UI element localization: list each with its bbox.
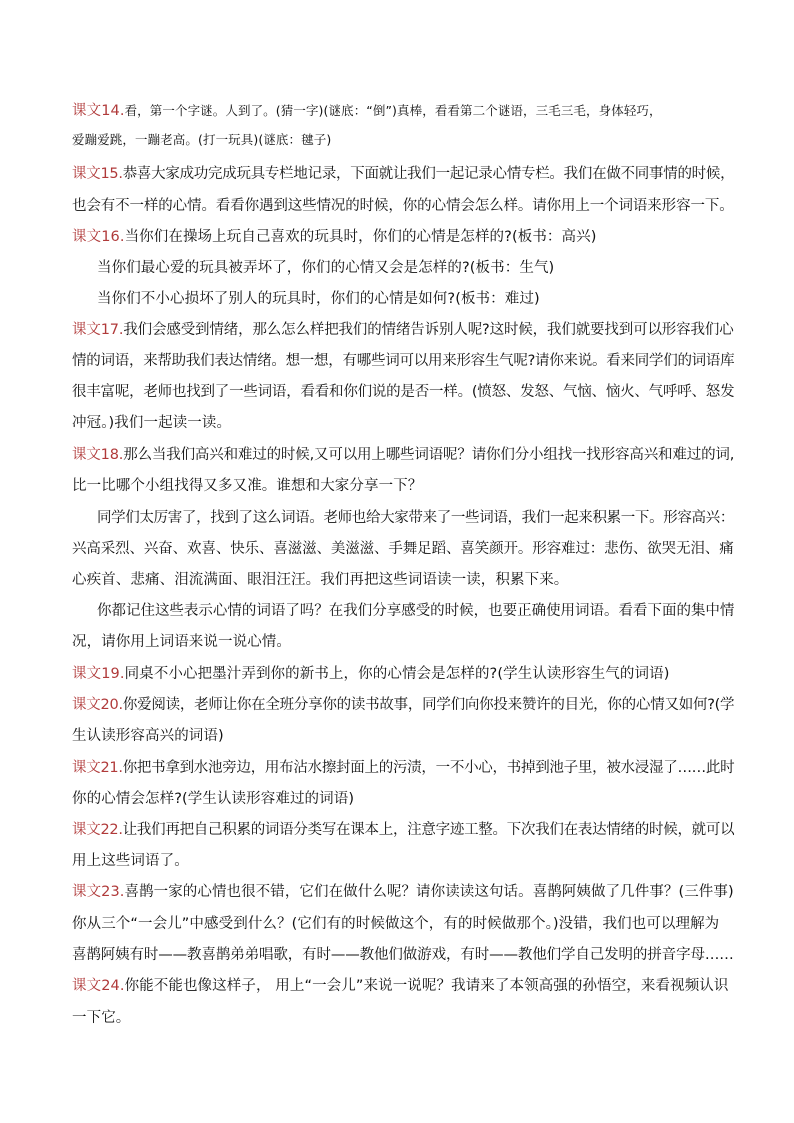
- line: 课文15.恭喜大家成功完成玩具专栏地记录，下面就让我们一起记录心情专栏。我们在做不同事情的时候，: [72, 166, 735, 182]
- line: 生认读形容高兴的词语): [72, 728, 224, 744]
- paragraph-label: 课文17.: [72, 322, 124, 338]
- paragraph-label: 课文23.: [72, 884, 125, 900]
- paragraph-label: 课文21.: [72, 760, 123, 776]
- paragraph-label: 课文18.: [72, 447, 124, 463]
- line: 你从三个“一会儿”中感受到什么？(它们有的时候做这个，有的时候做那个。)没错，我们也可以理解为: [72, 916, 720, 932]
- paragraph-label: 课文22.: [72, 822, 123, 838]
- line: 爱蹦爱跳，一蹦老高。(打一玩具)(谜底：毽子): [72, 132, 332, 147]
- line: 当你们最心爱的玩具被弄坏了，你们的心情又会是怎样的?(板书：生气): [97, 260, 555, 276]
- line: 课文19.同桌不小心把墨汁弄到你的新书上，你的心情会是怎样的?(学生认读形容生气的词语): [72, 666, 670, 682]
- paragraph-label: 课文19.: [72, 666, 125, 682]
- paragraph-label: 课文16.: [72, 229, 125, 245]
- line: 兴高采烈、兴奋、欢喜、快乐、喜滋滋、美滋滋、手舞足蹈、喜笑颜开。形容难过：悲伤、欲哭无泪、痛: [72, 541, 734, 557]
- line: 课文24.你能不能也像这样子， 用上“一会儿”来说一说呢？我请来了本领高强的孙悟空，来看视频认识: [72, 978, 729, 994]
- line: 冲冠。)我们一起读一读。: [72, 415, 232, 431]
- line: 课文21.你把书拿到水池旁边，用布沾水擦封面上的污渍，一不小心，书掉到池子里，被水浸湿了……此时: [72, 760, 735, 776]
- line: 课文16.当你们在操场上玩自己喜欢的玩具时，你们的心情是怎样的?(板书：高兴): [72, 229, 597, 245]
- line: 你的心情会怎样?(学生认读形容难过的词语): [72, 791, 355, 807]
- paragraph-label: 课文20.: [72, 697, 123, 713]
- paragraph-label: 课文15.: [72, 166, 123, 182]
- line: 况，请你用上词语来说一说心情。: [72, 634, 291, 650]
- line: 课文18.那么当我们高兴和难过的时候,又可以用上哪些词语呢？请你们分小组找一找形容高兴和难过的词,: [72, 447, 735, 463]
- line: 你都记住这些表示心情的词语了吗？在我们分享感受的时候，也要正确使用词语。看看下面的集中情: [97, 603, 735, 619]
- paragraph-label: 课文14.: [72, 103, 125, 119]
- paragraph-label: 课文24.: [72, 978, 125, 994]
- line: 用上这些词语了。: [72, 853, 189, 869]
- line: 情的词语，来帮助我们表达情绪。想一想，有哪些词可以用来形容生气呢?请你来说。看来同学们的词语库: [72, 353, 735, 369]
- line: 同学们太厉害了，找到了这么词语。老师也给大家带来了一些词语，我们一起来积累一下。形容高兴：: [97, 510, 734, 526]
- line: 心疾首、悲痛、泪流满面、眼泪汪汪。我们再把这些词语读一读，积累下来。: [72, 572, 569, 588]
- line: 一下它。: [72, 1010, 131, 1026]
- line: 课文20.你爱阅读，老师让你在全班分享你的读书故事，同学们向你投来赞许的目光，你的心情又如何?(学: [72, 697, 735, 713]
- line: 当你们不小心损坏了别人的玩具时，你们的心情是如何?(板书：难过): [97, 291, 540, 307]
- line: 比一比哪个小组找得又多又准。谁想和大家分享一下？: [72, 478, 423, 494]
- line: 课文14.看，第一个字谜。人到了。(猜一字)(谜底：“倒”)真棒，看看第二个谜语，三毛三毛，身体轻巧，: [72, 103, 662, 119]
- line: 课文22.让我们再把自己积累的词语分类写在课本上，注意字迹工整。下次我们在表达情绪的时候，就可以: [72, 822, 735, 838]
- line: 很丰富呢，老师也找到了一些词语，看看和你们说的是否一样。(愤怒、发怒、气恼、恼火、气呼呼、怒发: [72, 384, 735, 400]
- line: 也会有不一样的心情。看看你遇到这些情况的时候，你的心情会怎么样。请你用上一个词语来形容一下。: [72, 198, 734, 214]
- line: 课文23.喜鹊一家的心情也很不错，它们在做什么呢？请你读读这句话。喜鹊阿姨做了几件事？(三件事): [72, 884, 734, 900]
- line: 课文17.我们会感受到情绪，那么怎么样把我们的情绪告诉别人呢?这时候，我们就要找到可以形容我们心: [72, 322, 734, 338]
- line: 喜鹊阿姨有时——教喜鹊弟弟唱歌，有时——教他们做游戏，有时——教他们学自己发明的拼音字母……: [72, 947, 734, 963]
